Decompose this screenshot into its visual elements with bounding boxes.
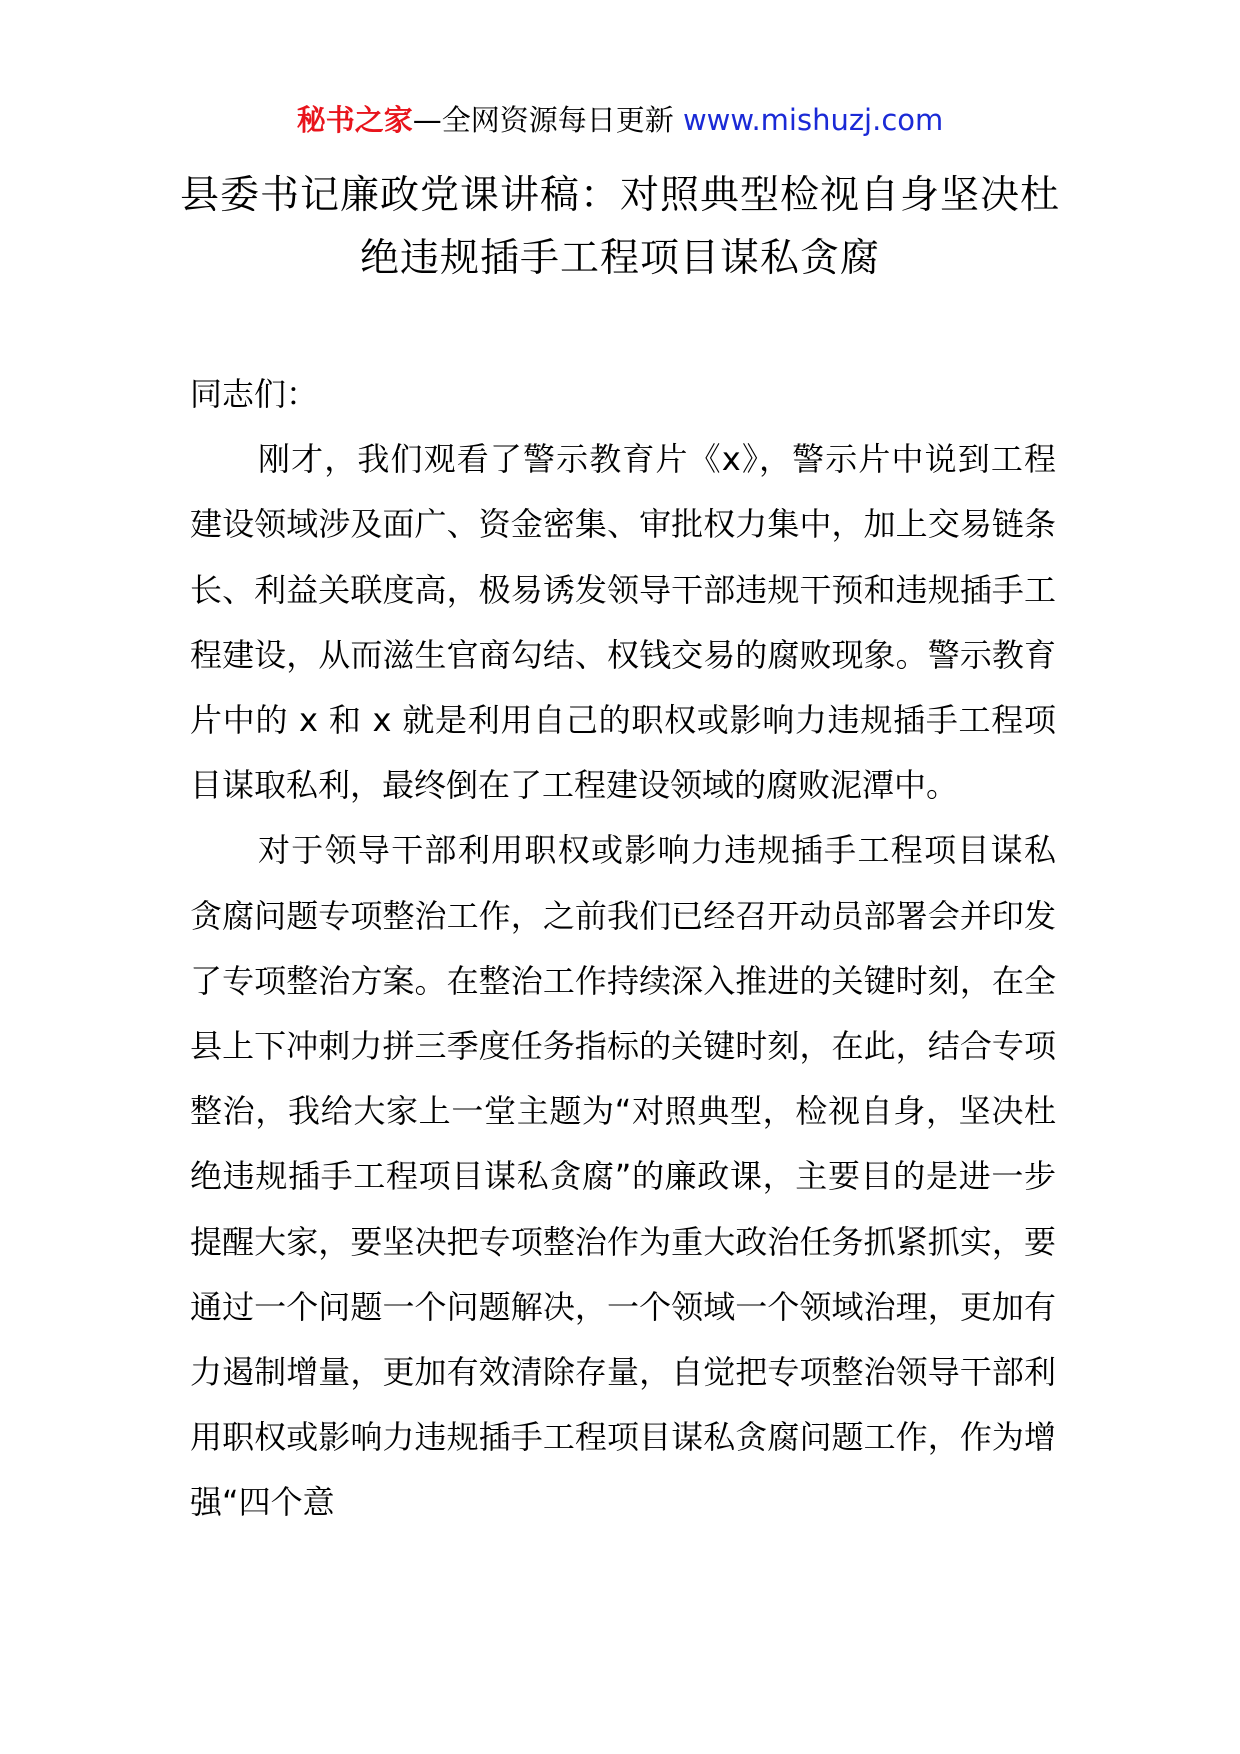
site-name: 秘书之家 — [296, 103, 413, 137]
site-tagline: —全网资源每日更新 — [412, 103, 674, 137]
document-body — [190, 362, 1056, 1536]
site-header — [0, 100, 1240, 140]
site-url-link[interactable]: www.mishuzj.com — [682, 103, 944, 137]
salutation: 同志们： — [190, 375, 319, 413]
document-title: 县委书记廉政党课讲稿：对照典型检视自身坚决杜绝违规插手工程项目谋私贪腐 — [180, 173, 1061, 281]
body-paragraph-1: 刚才，我们观看了警示教育片《x》，警示片中说到工程建设领域涉及面广、资金密集、审批权力集中，加上交易链条长、利益关联度高，极易诱发领导干部违规干预和违规插手工程建设，从而滋生官商勾结、权钱交易的腐败现象。警示教育片中的 x 和 x 就是利用自己的职权或影响力违规插手工程项目谋取私利，最终倒在了工程建设领域的腐败泥潭中。 — [190, 440, 1056, 805]
body-paragraph-2: 对于领导干部利用职权或影响力违规插手工程项目谋私贪腐问题专项整治工作，之前我们已经召开动员部署会并印发了专项整治方案。在整治工作持续深入推进的关键时刻，在全县上下冲刺力拼三季度任务指标的关键时刻，在此，结合专项整治，我给大家上一堂主题为“对照典型，检视自身，坚决杜绝违规插手工程项目谋私贪腐”的廉政课，主要目的是进一步提醒大家，要坚决把专项整治作为重大政治任务抓紧抓实，要通过一个问题一个问题解决，一个领域一个领域治理，更加有力遏制增量，更加有效清除存量，自觉把专项整治领导干部利用职权或影响力违规插手工程项目谋私贪腐问题工作，作为增强“四个意 — [190, 831, 1056, 1522]
